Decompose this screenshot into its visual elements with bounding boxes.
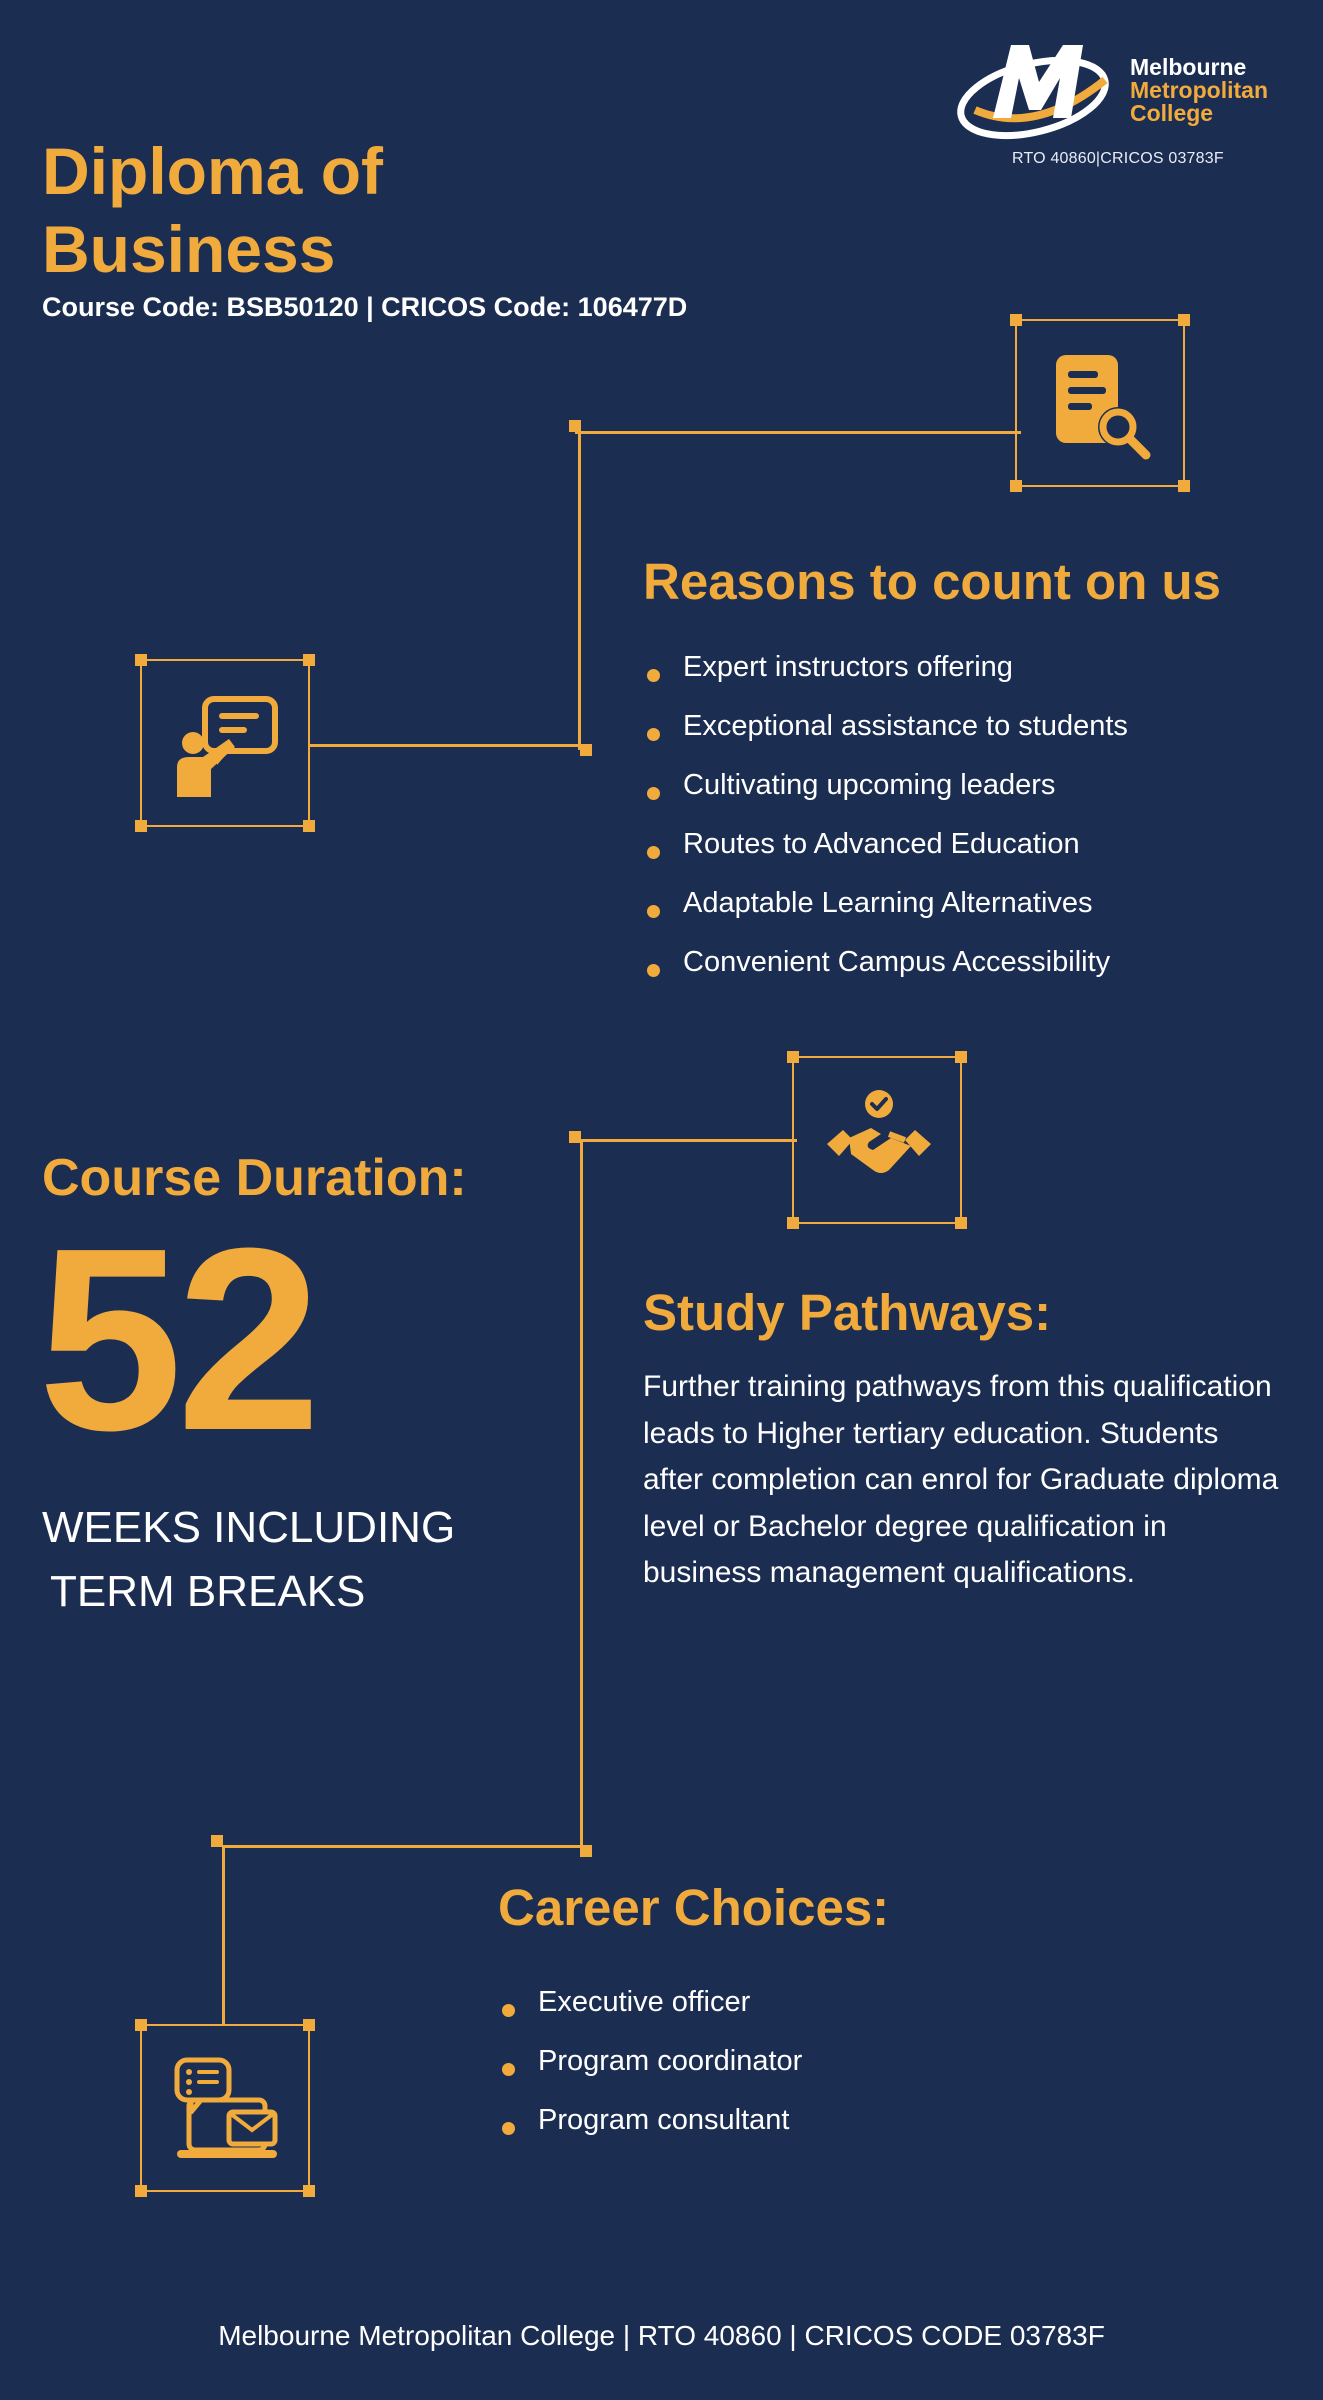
reasons-list [643, 645, 1128, 999]
logo-line-3: College [1130, 100, 1214, 126]
list-item: Expert instructors offering [643, 645, 1128, 704]
reasons-heading: Reasons to count on us [643, 553, 1222, 610]
chat-laptop-box [140, 2024, 310, 2192]
list-item: Cultivating upcoming leaders [643, 763, 1128, 822]
list-item: Adaptable Learning Alternatives [643, 881, 1128, 940]
logo-line-2: Metropolitan [1130, 77, 1268, 103]
logo-line-1: Melbourne [1130, 54, 1247, 80]
title-line-1: Diploma of [42, 134, 383, 208]
logo-wordmark [1130, 56, 1268, 125]
title-line-2: Business [42, 212, 336, 286]
document-search-icon [1042, 345, 1162, 465]
logo-m-icon [955, 40, 1115, 145]
duration-caption-line-2: TERM BREAKS [50, 1567, 366, 1616]
logo-codes: RTO 40860|CRICOS 03783F [1012, 150, 1224, 167]
list-item: Exceptional assistance to students [643, 704, 1128, 763]
list-item: Convenient Campus Accessibility [643, 940, 1128, 999]
handshake-icon [819, 1082, 939, 1202]
course-codes: Course Code: BSB50120 | CRICOS Code: 106477D [42, 292, 688, 322]
list-item: Routes to Advanced Education [643, 822, 1128, 881]
study-pathways-heading: Study Pathways: [643, 1284, 1052, 1341]
list-item: Program coordinator [498, 2039, 802, 2098]
duration-weeks-number: 52 [38, 1195, 316, 1485]
connector-line [308, 744, 586, 747]
presenter-box [140, 659, 310, 827]
duration-heading: Course Duration: [42, 1149, 467, 1207]
career-list [498, 1980, 802, 2157]
list-item: Program consultant [498, 2098, 802, 2157]
page-title [42, 132, 383, 288]
chat-laptop-icon [167, 2050, 287, 2170]
connector-line [222, 1845, 225, 2025]
footer-text: Melbourne Metropolitan College | RTO 40860 | CRICOS CODE 03783F [218, 2320, 1105, 2351]
connector-line [575, 1139, 797, 1142]
duration-caption-line-1: WEEKS INCLUDING [42, 1503, 456, 1552]
connector-line [575, 431, 1021, 434]
career-choices-heading: Career Choices: [498, 1879, 890, 1936]
duration-caption [42, 1496, 455, 1624]
connector-line [222, 1845, 584, 1848]
presenter-icon [167, 685, 287, 805]
connector-line [580, 1139, 583, 1852]
handshake-box [792, 1056, 962, 1224]
connector-dot [569, 420, 581, 432]
document-search-box [1015, 319, 1185, 487]
connector-line [578, 425, 581, 750]
college-logo [955, 40, 1295, 180]
list-item: Executive officer [498, 1980, 802, 2039]
connector-dot [580, 744, 592, 756]
study-pathways-text: Further training pathways from this qualification leads to Higher tertiary education. Students after completion can enrol for Graduate diploma level or Bachelor degree qualification in business management qualifications. [643, 1370, 1279, 1589]
